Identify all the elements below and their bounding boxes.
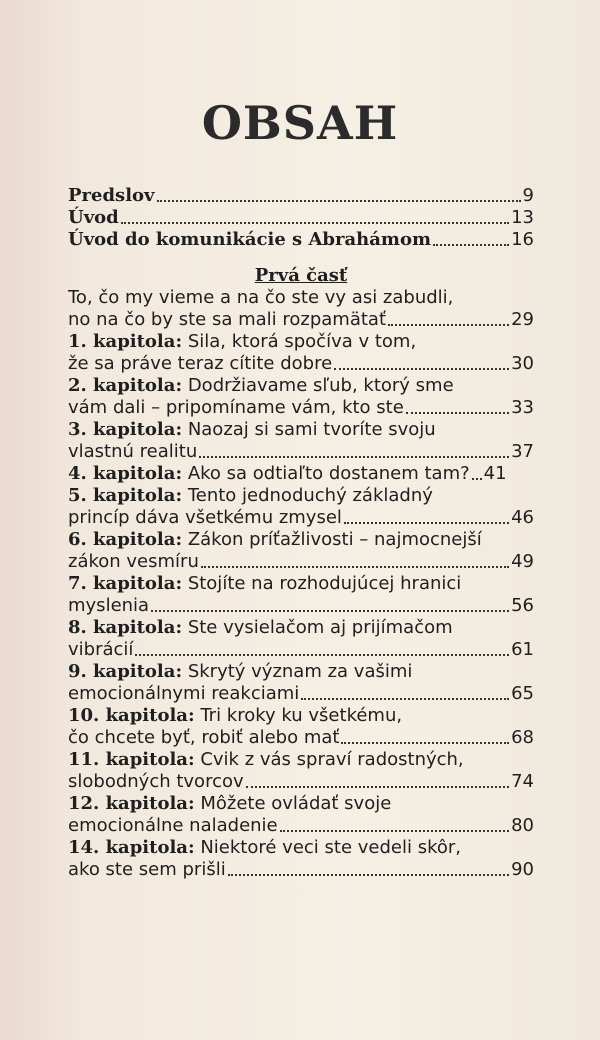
dot-leader xyxy=(201,565,509,568)
chapter-page: 65 xyxy=(511,683,534,704)
chapter-page: 41 xyxy=(483,463,507,484)
chapter-list xyxy=(68,331,534,881)
toc-entry-page: 13 xyxy=(511,207,534,228)
dot-leader xyxy=(301,697,509,700)
chapter-title-part-1: Zákon príťažlivosti – najmocnejší xyxy=(182,529,482,550)
chapter-line-2 xyxy=(68,551,534,573)
dot-leader xyxy=(280,829,509,832)
part-intro-line-1: To, čo my vieme a na čo ste vy asi zabudli, xyxy=(68,287,454,308)
toc-entry-uvod-komunikacia xyxy=(68,229,534,251)
chapter-page: 49 xyxy=(511,551,534,572)
chapter-label: 12. kapitola: xyxy=(68,793,195,814)
chapter-title-part-2: emocionálne naladenie xyxy=(68,815,278,836)
chapter-title-part-1: Dodržiavame sľub, ktorý sme xyxy=(182,375,454,396)
chapter-page: 61 xyxy=(511,639,534,660)
table-of-contents xyxy=(68,185,534,881)
chapter-title-part-2: vlastnú realitu xyxy=(68,441,198,462)
chapter-title-part-2: ako ste sem prišli xyxy=(68,859,226,880)
page-title: OBSAH xyxy=(201,96,399,150)
chapter-title-part-2: vibrácií xyxy=(68,639,134,660)
chapter-line-2 xyxy=(68,859,534,881)
chapter-page: 80 xyxy=(511,815,534,836)
chapter-line-1 xyxy=(68,463,534,485)
chapter-page: 46 xyxy=(511,507,534,528)
chapter-line-2 xyxy=(68,639,534,661)
toc-entry-predslov xyxy=(68,185,534,207)
chapter-line-1 xyxy=(68,573,534,595)
chapter-line-2 xyxy=(68,397,534,419)
chapter-title-part-1: Stojíte na rozhodujúcej hranici xyxy=(182,573,462,594)
chapter-page: 74 xyxy=(511,771,534,792)
toc-entry-title: Úvod do komunikácie s Abrahámom xyxy=(68,229,432,250)
chapter-title-part-1: Ako sa odtiaľto dostanem tam? xyxy=(182,463,470,484)
chapter-line-2 xyxy=(68,507,534,529)
chapter-line-1 xyxy=(68,661,534,683)
chapter-title-part-2: vám dali – pripomíname vám, kto ste xyxy=(68,397,404,418)
toc-entry-title: Úvod xyxy=(68,207,119,228)
chapter-line-2 xyxy=(68,683,534,705)
dot-leader xyxy=(334,367,509,370)
dot-leader xyxy=(406,411,509,414)
chapter-title-part-2: myslenia xyxy=(68,595,150,616)
chapter-line-2 xyxy=(68,771,534,793)
chapter-title-part-1: Môžete ovládať svoje xyxy=(194,793,392,814)
chapter-page: 56 xyxy=(511,595,534,616)
chapter-label: 5. kapitola: xyxy=(68,485,183,506)
dot-leader xyxy=(199,455,509,458)
toc-entry-title: Predslov xyxy=(68,185,155,206)
chapter-line-1 xyxy=(68,837,534,859)
chapter-label: 8. kapitola: xyxy=(68,617,183,638)
chapter-title-part-1: Sila, ktorá spočíva v tom, xyxy=(182,331,417,352)
chapter-line-2 xyxy=(68,353,534,375)
chapter-label: 4. kapitola: xyxy=(68,463,183,484)
chapter-label: 10. kapitola: xyxy=(68,705,195,726)
chapter-line-2 xyxy=(68,727,534,749)
chapter-title-part-2: princíp dáva všetkému zmysel xyxy=(68,507,342,528)
chapter-title-part-1: Tri kroky ku všetkému, xyxy=(194,705,403,726)
dot-leader xyxy=(121,221,509,224)
chapter-label: 7. kapitola: xyxy=(68,573,183,594)
chapter-title-part-2: zákon vesmíru xyxy=(68,551,199,572)
chapter-title-part-1: Tento jednoduchý základný xyxy=(182,485,433,506)
chapter-line-2 xyxy=(68,595,534,617)
dot-leader xyxy=(135,653,509,656)
chapter-title-part-2: emocionálnymi reakciami xyxy=(68,683,300,704)
dot-leader xyxy=(433,243,509,246)
toc-entry-title: no na čo by ste sa mali rozpamätať xyxy=(68,309,387,330)
chapter-title-part-1: Niektoré veci ste vedeli skôr, xyxy=(194,837,461,858)
dot-leader xyxy=(341,741,509,744)
dot-leader xyxy=(344,521,509,524)
toc-entry-page: 29 xyxy=(511,309,534,330)
chapter-page: 90 xyxy=(511,859,534,880)
dot-leader xyxy=(388,323,509,326)
chapter-label: 14. kapitola: xyxy=(68,837,195,858)
chapter-title-part-2: že sa práve teraz cítite dobre xyxy=(68,353,333,374)
chapter-title-part-1: Cvik z vás spraví radostných, xyxy=(194,749,464,770)
chapter-line-1 xyxy=(68,705,534,727)
chapter-line-2 xyxy=(68,441,534,463)
chapter-line-1 xyxy=(68,485,534,507)
chapter-line-1 xyxy=(68,793,534,815)
dot-leader xyxy=(157,199,521,202)
chapter-label: 2. kapitola: xyxy=(68,375,183,396)
toc-entry-uvod xyxy=(68,207,534,229)
chapter-label: 3. kapitola: xyxy=(68,419,183,440)
chapter-title-part-1: Skrytý význam za vašimi xyxy=(182,661,413,682)
dot-leader xyxy=(246,785,509,788)
chapter-line-1 xyxy=(68,749,534,771)
chapter-page: 68 xyxy=(511,727,534,748)
chapter-label: 6. kapitola: xyxy=(68,529,183,550)
chapter-title xyxy=(68,463,470,485)
chapter-line-1 xyxy=(68,617,534,639)
chapter-title-part-2: slobodných tvorcov xyxy=(68,771,244,792)
chapter-page: 33 xyxy=(511,397,534,418)
chapter-line-1 xyxy=(68,331,534,353)
chapter-line-1 xyxy=(68,529,534,551)
chapter-title-part-1: Ste vysielačom aj prijímačom xyxy=(182,617,453,638)
toc-entry-page: 16 xyxy=(511,229,534,250)
chapter-label: 9. kapitola: xyxy=(68,661,183,682)
dot-leader xyxy=(228,873,509,876)
toc-entry-page: 9 xyxy=(522,185,534,206)
part-intro-line-2 xyxy=(68,309,534,331)
dot-leader xyxy=(151,609,509,612)
chapter-line-1 xyxy=(68,419,534,441)
chapter-line-2 xyxy=(68,815,534,837)
chapter-label: 1. kapitola: xyxy=(68,331,183,352)
chapter-label: 11. kapitola: xyxy=(68,749,195,770)
part-title: Prvá časť xyxy=(254,265,348,286)
chapter-page: 30 xyxy=(511,353,534,374)
chapter-title-part-2: čo chcete byť, robiť alebo mať xyxy=(68,727,340,748)
chapter-page: 37 xyxy=(511,441,534,462)
chapter-line-1 xyxy=(68,375,534,397)
dot-leader xyxy=(472,477,482,480)
chapter-title-part-1: Naozaj si sami tvoríte svoju xyxy=(182,419,436,440)
